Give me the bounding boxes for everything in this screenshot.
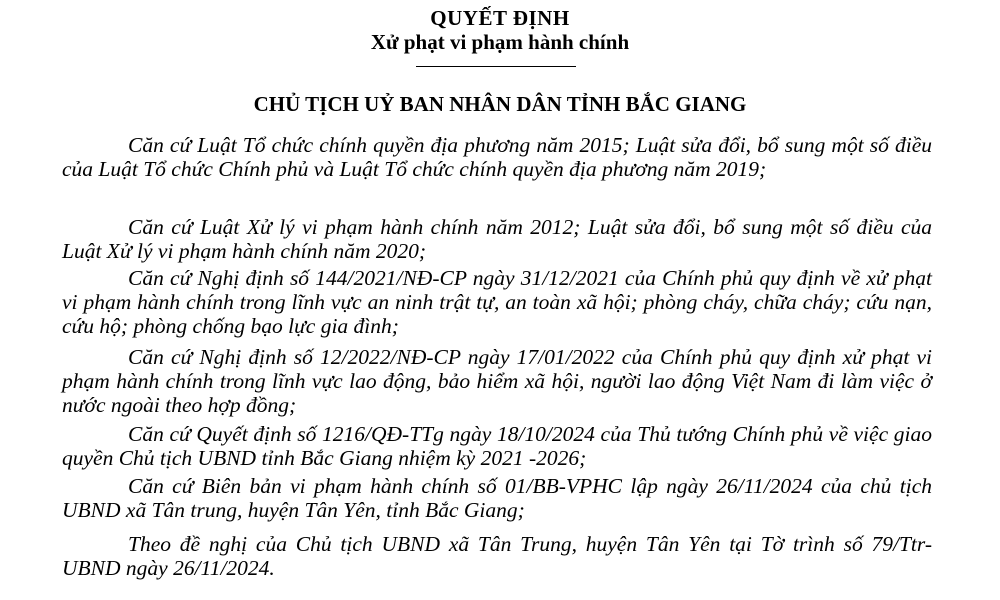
legal-basis-paragraph: Căn cứ Quyết định số 1216/QĐ-TTg ngày 18/10/2024 của Thủ tướng Chính phủ về việc giao quyền Chủ tịch UBND tỉnh Bắc Giang nhiệm kỳ 2021 -2026; bbox=[62, 422, 932, 470]
proposal-paragraph: Theo đề nghị của Chủ tịch UBND xã Tân Trung, huyện Tân Yên tại Tờ trình số 79/Ttr-UBND ngày 26/11/2024. bbox=[62, 532, 932, 580]
legal-basis-paragraph: Căn cứ Luật Xử lý vi phạm hành chính năm 2012; Luật sửa đổi, bổ sung một số điều của Luật Xử lý vi phạm hành chính năm 2020; bbox=[62, 215, 932, 263]
document-subtitle: Xử phạt vi phạm hành chính bbox=[370, 30, 630, 54]
legal-basis-paragraph: Căn cứ Nghị định số 144/2021/NĐ-CP ngày 31/12/2021 của Chính phủ quy định về xử phạt vi phạm hành chính trong lĩnh vực an ninh trật tự, an toàn xã hội; phòng cháy, chữa cháy; cứu nạn, cứu hộ; phòng chống bạo lực gia đình; bbox=[62, 266, 932, 338]
document-title: QUYẾT ĐỊNH bbox=[430, 6, 570, 30]
issuing-authority: CHỦ TỊCH UỶ BAN NHÂN DÂN TỈNH BẮC GIANG bbox=[253, 92, 747, 116]
title-divider bbox=[416, 66, 576, 67]
legal-basis-paragraph: Căn cứ Nghị định số 12/2022/NĐ-CP ngày 17/01/2022 của Chính phủ quy định xử phạt vi phạm hành chính trong lĩnh vực lao động, bảo hiểm xã hội, người lao động Việt Nam đi làm việc ở nước ngoài theo hợp đồng; bbox=[62, 345, 932, 417]
legal-basis-paragraph: Căn cứ Biên bản vi phạm hành chính số 01/BB-VPHC lập ngày 26/11/2024 của chủ tịch UBND xã Tân trung, huyện Tân Yên, tỉnh Bắc Giang; bbox=[62, 474, 932, 522]
legal-basis-paragraph: Căn cứ Luật Tổ chức chính quyền địa phương năm 2015; Luật sửa đổi, bổ sung một số điều của Luật Tổ chức Chính phủ và Luật Tổ chức chính quyền địa phương năm 2019; bbox=[62, 133, 932, 181]
